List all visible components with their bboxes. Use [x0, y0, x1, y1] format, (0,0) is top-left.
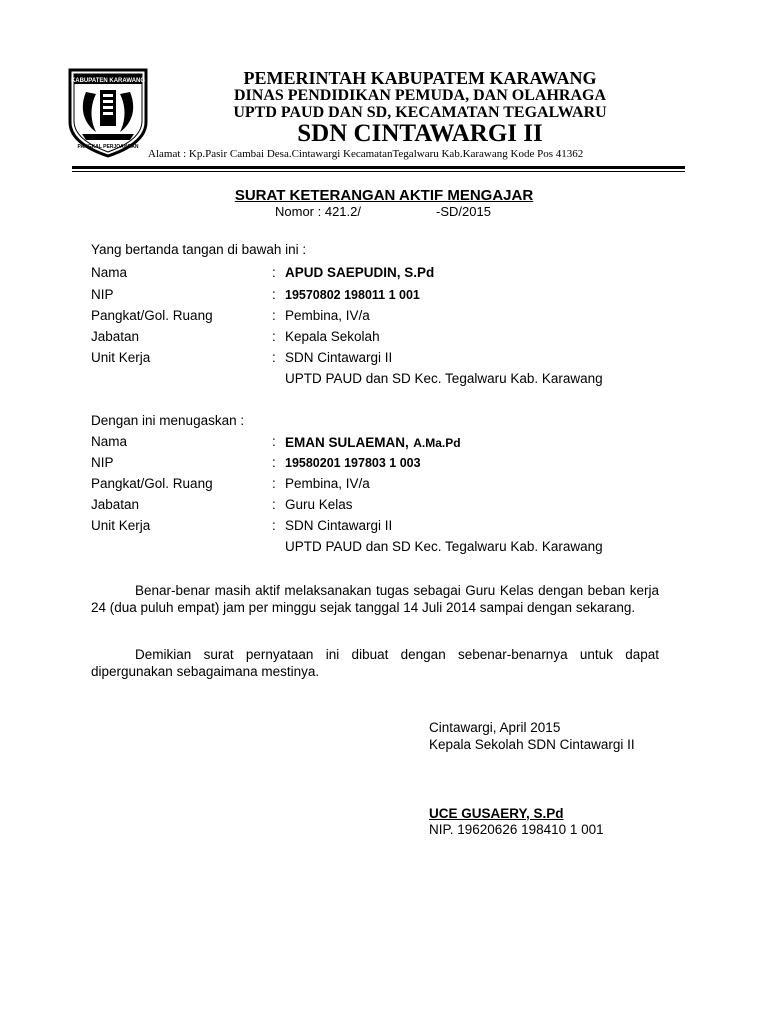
assignee-unit-line2: UPTD PAUD dan SD Kec. Tegalwaru Kab. Karawang	[285, 539, 603, 554]
signer-position: Kepala Sekolah	[285, 329, 380, 344]
letterhead-department: DINAS PENDIDIKAN PEMUDA, DAN OLAHRAGA	[233, 87, 606, 104]
signer-unit-line2: UPTD PAUD dan SD Kec. Tegalwaru Kab. Karawang	[285, 371, 603, 386]
assignee-nip-label: NIP	[91, 455, 114, 470]
signer-intro: Yang bertanda tangan di bawah ini :	[91, 242, 307, 257]
signer-rank: Pembina, IV/a	[285, 308, 370, 323]
signer-name-label: Nama	[91, 265, 128, 280]
signer-position-label: Jabatan	[91, 329, 140, 344]
signer-rank-colon: :	[272, 308, 276, 323]
regency-logo	[66, 66, 150, 158]
assignee-nip-colon: :	[272, 455, 276, 470]
assignee-rank-label: Pangkat/Gol. Ruang	[91, 476, 213, 491]
letterhead-divider-thin	[72, 171, 685, 172]
assignee-name-label: Nama	[91, 434, 128, 449]
letterhead-school-name: SDN CINTAWARGI II	[297, 120, 543, 147]
letterhead-government: PEMERINTAH KABUPATEM KARAWANG	[243, 68, 597, 88]
assignee-position-label: Jabatan	[91, 497, 140, 512]
signer-rank-label: Pangkat/Gol. Ruang	[91, 308, 213, 323]
letterhead-unit: UPTD PAUD DAN SD, KECAMATAN TEGALWARU	[233, 104, 607, 121]
logo-caption-top: KABUPATEN KARAWANG	[70, 78, 146, 84]
signer-name-colon: :	[272, 265, 276, 280]
signer-nip-colon: :	[272, 287, 276, 302]
signer-unit: SDN Cintawargi II	[285, 350, 393, 365]
closing-paragraph	[91, 646, 659, 681]
assignee-name-main: EMAN SULAEMAN,	[285, 435, 409, 450]
closing-text: Demikian surat pernyataan ini dibuat dengan sebenar-benarnya untuk dapat dipergunakan sebagaimana mestinya.	[91, 647, 659, 680]
signer-unit-label: Unit Kerja	[91, 350, 151, 365]
assignee-name	[285, 434, 461, 452]
assignee-rank-colon: :	[272, 476, 276, 491]
signer-name: APUD SAEPUDIN, S.Pd	[285, 265, 435, 280]
letterhead-divider-thick	[72, 166, 685, 169]
document-title: SURAT KETERANGAN AKTIF MENGAJAR	[234, 187, 534, 204]
signature-nip: NIP. 19620626 198410 1 001	[429, 822, 604, 837]
signature-name: UCE GUSAERY, S.Pd	[429, 806, 564, 821]
statement-text: Benar-benar masih aktif melaksanakan tugas sebagai Guru Kelas dengan beban kerja 24 (dua puluh empat) jam per minggu sejak tanggal 14 Juli 2014 sampai dengan sekarang.	[91, 583, 659, 616]
assignee-unit-label: Unit Kerja	[91, 518, 151, 533]
signer-nip-label: NIP	[91, 287, 114, 302]
signature-position: Kepala Sekolah SDN Cintawargi II	[429, 737, 635, 752]
assignee-position: Guru Kelas	[285, 497, 353, 512]
assignee-rank: Pembina, IV/a	[285, 476, 370, 491]
assignee-position-colon: :	[272, 497, 276, 512]
letterhead-address: Alamat : Kp.Pasir Cambai Desa.Cintawargi KecamatanTegalwaru Kab.Karawang Kode Pos 41362	[148, 148, 584, 160]
assignee-unit: SDN Cintawargi II	[285, 518, 393, 533]
document-number-suffix: -SD/2015	[436, 204, 491, 219]
signature-place-date: Cintawargi, April 2015	[429, 720, 561, 735]
signer-nip: 19570802 198011 1 001	[285, 288, 420, 302]
statement-paragraph	[91, 582, 659, 617]
logo-caption-bottom: PANGKAL PERJOANGAN	[77, 144, 139, 150]
document-number: Nomor : 421.2/	[275, 204, 361, 219]
signer-position-colon: :	[272, 329, 276, 344]
signer-unit-colon: :	[272, 350, 276, 365]
assignee-name-degree: A.Ma.Pd	[413, 436, 461, 450]
assignee-unit-colon: :	[272, 518, 276, 533]
assignee-name-colon: :	[272, 434, 276, 449]
assignee-intro: Dengan ini menugaskan :	[91, 413, 245, 428]
assignee-nip: 19580201 197803 1 003	[285, 456, 421, 470]
